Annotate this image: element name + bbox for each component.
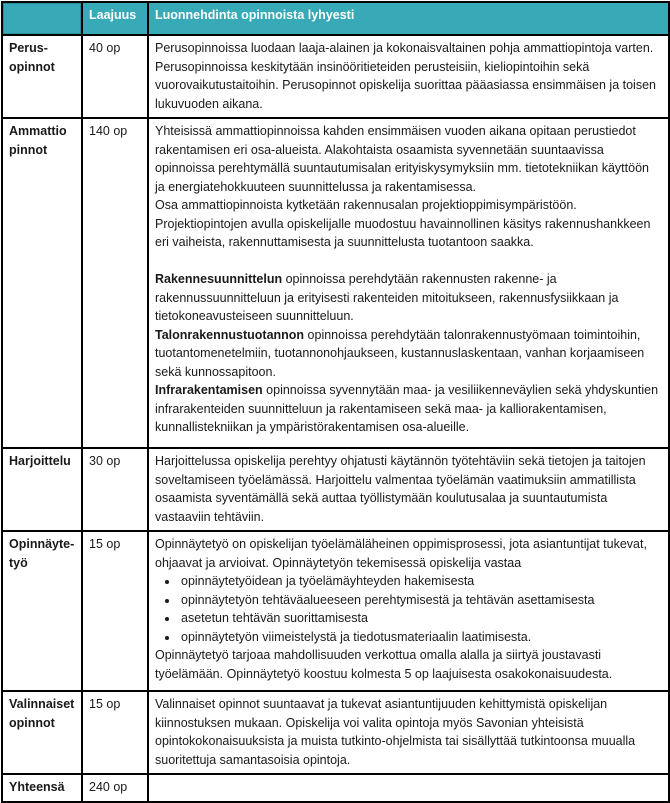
credits-cell: 15 op [82, 691, 148, 774]
description-cell [148, 448, 669, 531]
description-paragraph: Yhteisissä ammattiopinnoissa kahden ensimmäisen vuoden aikana opitaan perustiedot rakentamisen eri osa-alueista. Alakohtaista osaamista syvennetään suuntaavissa opinnoissa perehtymällä suuntautumisalan erityiskysymyksiin mm. tietotekniikan käyttöön ja energiatehokkuuteen suunnittelussa ja rakentamisessa. [155, 124, 649, 194]
bullet-item: • opinnäytetyöidean ja työelämäyhteyden hakemisesta [179, 572, 662, 591]
module-name-line: Harjoittelu [9, 454, 71, 468]
description-cell [148, 531, 669, 691]
credits-cell: 15 op [82, 531, 148, 691]
description-paragraph: Opinnäytetyö tarjoaa mahdollisuuden verkottua omalla alalla ja siirtyä joustavasti työelämään. Opinnäytetyö koostuu kolmesta 5 op laajuisesta osakokonaisuudesta. [155, 648, 613, 681]
bullet-item: • opinnäytetyön viimeistelystä ja tiedotusmateriaalin laatimisesta. [179, 628, 662, 647]
bullet-item: • opinnäytetyön tehtäväalueeseen perehtymisestä ja tehtävän asettamisesta [179, 591, 662, 610]
bullet-item: • asetetun tehtävän suorittamisesta [179, 609, 662, 628]
table-row [2, 448, 669, 531]
table-row [2, 531, 669, 691]
table-row [2, 35, 669, 118]
table-row [2, 774, 669, 802]
description-paragraph: Opinnäytetyö on opiskelijan työelämäläheinen oppimisprosessi, jota asiantuntijat tukevat, ohjaavat ja arvioivat. Opinnäytetyön tekemisessä opiskelija vastaa [155, 537, 647, 570]
description-paragraph: Harjoittelussa opiskelija perehtyy ohjatusti käytännön työtehtäviin sekä tietojen ja taitojen soveltamiseen työelämässä. Harjoittelu valmentaa työelämän vaatimuksiin ammatillista osaamista syventämällä sekä auttaa työllistymään koulutusalaa ja suuntautumista vastaaviin tehtäviin. [155, 454, 646, 524]
module-name-line: opinnot [9, 59, 55, 74]
study-structure-table [1, 1, 670, 803]
table-row [2, 691, 669, 774]
module-name-line: Ammattio [9, 124, 67, 138]
column-header-module [2, 2, 82, 35]
module-name-line: Valinnaiset [9, 697, 75, 711]
description-paragraph: Perusopinnoissa luodaan laaja-alainen ja kokonaisvaltainen pohja ammattiopintoja varten. Perusopinnoissa keskitytään insinööritieteiden perusteisiin, kieliopintoihin sekä vuorovaikutustaitoihin. Perusopinnot opiskelija suorittaa pääasiassa ensimmäisen ja toisen lukuvuoden aikana. [155, 41, 656, 111]
module-name-cell [2, 448, 82, 531]
description-paragraph: Talonrakennustuotannon opinnoissa perehdytään talonrakennustyömaan toimintoihin, tuotantomenetelmiin, tuotannonohjaukseen, kustannuslaskentaan, vanhan korjaamiseen sekä kunnossapitoon. [155, 327, 645, 379]
module-name-line: Perus- [9, 41, 48, 55]
table-body [2, 35, 669, 802]
column-header-luonnehdinta: Luonnehdinta opinnoista lyhyesti [148, 2, 669, 35]
credits-cell: 140 op [82, 118, 148, 448]
description-cell [148, 691, 669, 774]
module-name-cell [2, 691, 82, 774]
table-row [2, 118, 669, 448]
description-paragraph: Osa ammattiopinnoista kytketään rakennusalan projektioppimisympäristöön. Projektiopintojen avulla opiskelijalle muodostuu havainnollinen käsitys rakennushankkeen eri vaiheista, rakennuttamisesta ja suunnittelusta tuotantoon saakka. [155, 198, 651, 249]
description-paragraph: Rakennesuunnittelun opinnoissa perehdytään rakennusten rakenne- ja rakennussuunnitteluun ja erityisesti rakenteiden mitoitukseen, rakennusfysiikkaan ja tietokoneavusteiseen suunnitteluun. [155, 272, 619, 323]
credits-cell: 40 op [82, 35, 148, 118]
module-name-line: opinnot [9, 715, 55, 730]
credits-cell: 30 op [82, 448, 148, 531]
module-name-line: pinnot [9, 142, 48, 157]
description-cell [148, 774, 669, 802]
column-header-laajuus: Laajuus [82, 2, 148, 35]
bullet-list [155, 572, 662, 646]
table-header [2, 2, 669, 35]
module-name-cell [2, 35, 82, 118]
credits-cell: 240 op [82, 774, 148, 802]
description-cell [148, 35, 669, 118]
module-name-cell [2, 118, 82, 448]
module-name-line: Opinnäyte- [9, 537, 75, 551]
description-cell [148, 118, 669, 448]
module-name-line: työ [9, 555, 28, 570]
module-name-line: Yhteensä [9, 780, 65, 794]
description-paragraph: Infrarakentamisen opinnoissa syvennytään maa- ja vesiliikenneväylien sekä yhdyskuntien infrarakenteiden suunnitteluun ja rakentamiseen sekä maa- ja kalliorakentamisen, kunnallistekniikan ja ympäristörakentamisen osa-alueille. [155, 383, 659, 434]
blank-line [155, 252, 662, 271]
header-row [2, 2, 669, 35]
module-name-cell [2, 774, 82, 802]
module-name-cell [2, 531, 82, 691]
description-paragraph: Valinnaiset opinnot suuntaavat ja tukevat asiantuntijuuden kehittymistä opiskelijan kiinnostuksen mukaan. Opiskelija voi valita opintoja myös Savonian yhteisistä opintokokonaisuuksista ja muista tutkinto-ohjelmista tai sisällyttää tutkintoonsa muualla suoritettuja samantasoisia opintoja. [155, 697, 636, 767]
